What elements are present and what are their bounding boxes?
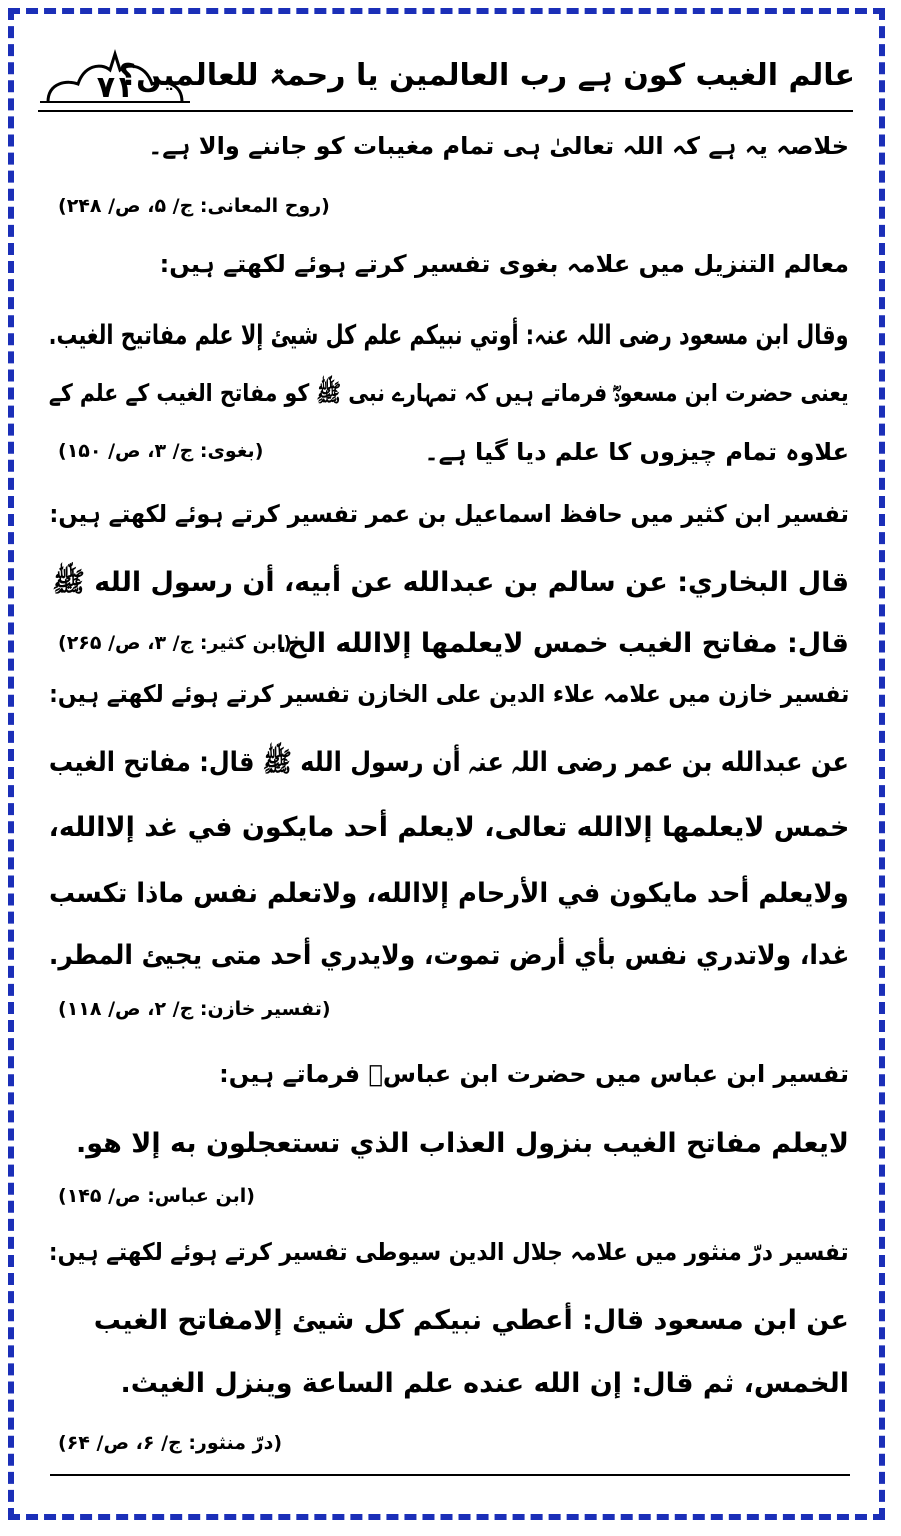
arabic-quote-khazin-2: خمس لايعلمها إلاالله تعالى، لايعلم أحد مايكون في غد إلاالله، [48, 812, 849, 843]
arabic-quote-baghawi: وقال ابن مسعود رضی اللہ عنہ: أوتي نبيكم علم كل شيئ إلا علم مفاتيح الغيب. [49, 320, 849, 351]
arabic-quote-bukhari-cont: قال: مفاتح الغيب خمس لايعلمها إلاالله الخ. [276, 628, 849, 659]
urdu-translation-line-2: علاوہ تمام چیزوں کا علم دیا گیا ہے۔ [424, 438, 849, 466]
header-rule [38, 110, 853, 112]
intro-durr-manthur: تفسیر درّ منثور میں علامہ جلال الدین سیوطی تفسیر کرتے ہوئے لکھتے ہیں: [49, 1238, 849, 1266]
arabic-quote-khazin-3: ولايعلم أحد مايكون في الأرحام إلاالله، ولاتعلم نفس ماذا تكسب [49, 878, 849, 909]
reference-ibn-kathir: (ابن کثیر: ج/ ۳، ص/ ۲۶۵) [58, 632, 292, 654]
page-header [40, 40, 855, 110]
reference-durr-manthur: (درّ منثور: ج/ ۶، ص/ ۶۴) [58, 1432, 283, 1454]
page-number: ۷۱ [96, 70, 134, 105]
arabic-quote-ibn-abbas: لايعلم مفاتح الغيب بنزول العذاب الذي تستعجلون به إلا هو. [75, 1128, 849, 1159]
arabic-quote-durr-2: الخمس، ثم قال: إن الله عنده علم الساعة وينزل الغيث. [120, 1368, 849, 1399]
urdu-translation-line-1: یعنی حضرت ابن مسعودؓ فرماتے ہیں کہ تمہارے نبی ﷺ کو مفاتح الغیب کے علم کے [49, 379, 849, 407]
reference-baghawi: (بغوی: ج/ ۳، ص/ ۱۵۰) [58, 440, 264, 462]
intro-ibn-kathir: تفسیر ابن کثیر میں حافظ اسماعیل بن عمر تفسیر کرتے ہوئے لکھتے ہیں: [49, 500, 849, 528]
summary-line: خلاصہ یہ ہے کہ اللہ تعالیٰ ہی تمام مغیبات کو جاننے والا ہے۔ [148, 132, 849, 160]
intro-ibn-abbas: تفسیر ابن عباس میں حضرت ابن عباسؓ فرماتے ہیں: [219, 1060, 849, 1088]
footer-rule [50, 1474, 850, 1476]
reference-ruh-al-maani: (روح المعانی: ج/ ۵، ص/ ۲۴۸) [58, 195, 330, 217]
arabic-quote-khazin-4: غدا، ولاتدري نفس بأي أرض تموت، ولايدري أحد متى يجيئ المطر. [48, 940, 849, 971]
intro-baghawi: معالم التنزیل میں علامہ بغوی تفسیر کرتے ہوئے لکھتے ہیں: [159, 250, 849, 278]
arabic-quote-khazin-1: عن عبدالله بن عمر رضی اللہ عنہ أن رسول الله ﷺ قال: مفاتح الغيب [48, 747, 849, 778]
reference-ibn-abbas: (ابن عباس: ص/ ۱۴۵) [58, 1185, 255, 1207]
arabic-quote-durr-1: عن ابن مسعود قال: أعطي نبيكم كل شيئ إلامفاتح الغيب [93, 1305, 849, 1336]
running-title: عالم الغیب کون ہے رب العالمین یا رحمۃ للعالمین؟ [118, 58, 855, 93]
reference-khazin: (تفسیر خازن: ج/ ۲، ص/ ۱۱۸) [58, 998, 331, 1020]
arabic-quote-bukhari: قال البخاري: عن سالم بن عبدالله عن أبيه، أن رسول الله ﷺ [52, 567, 849, 598]
intro-khazin: تفسیر خازن میں علامہ علاء الدین علی الخازن تفسیر کرتے ہوئے لکھتے ہیں: [48, 680, 849, 708]
